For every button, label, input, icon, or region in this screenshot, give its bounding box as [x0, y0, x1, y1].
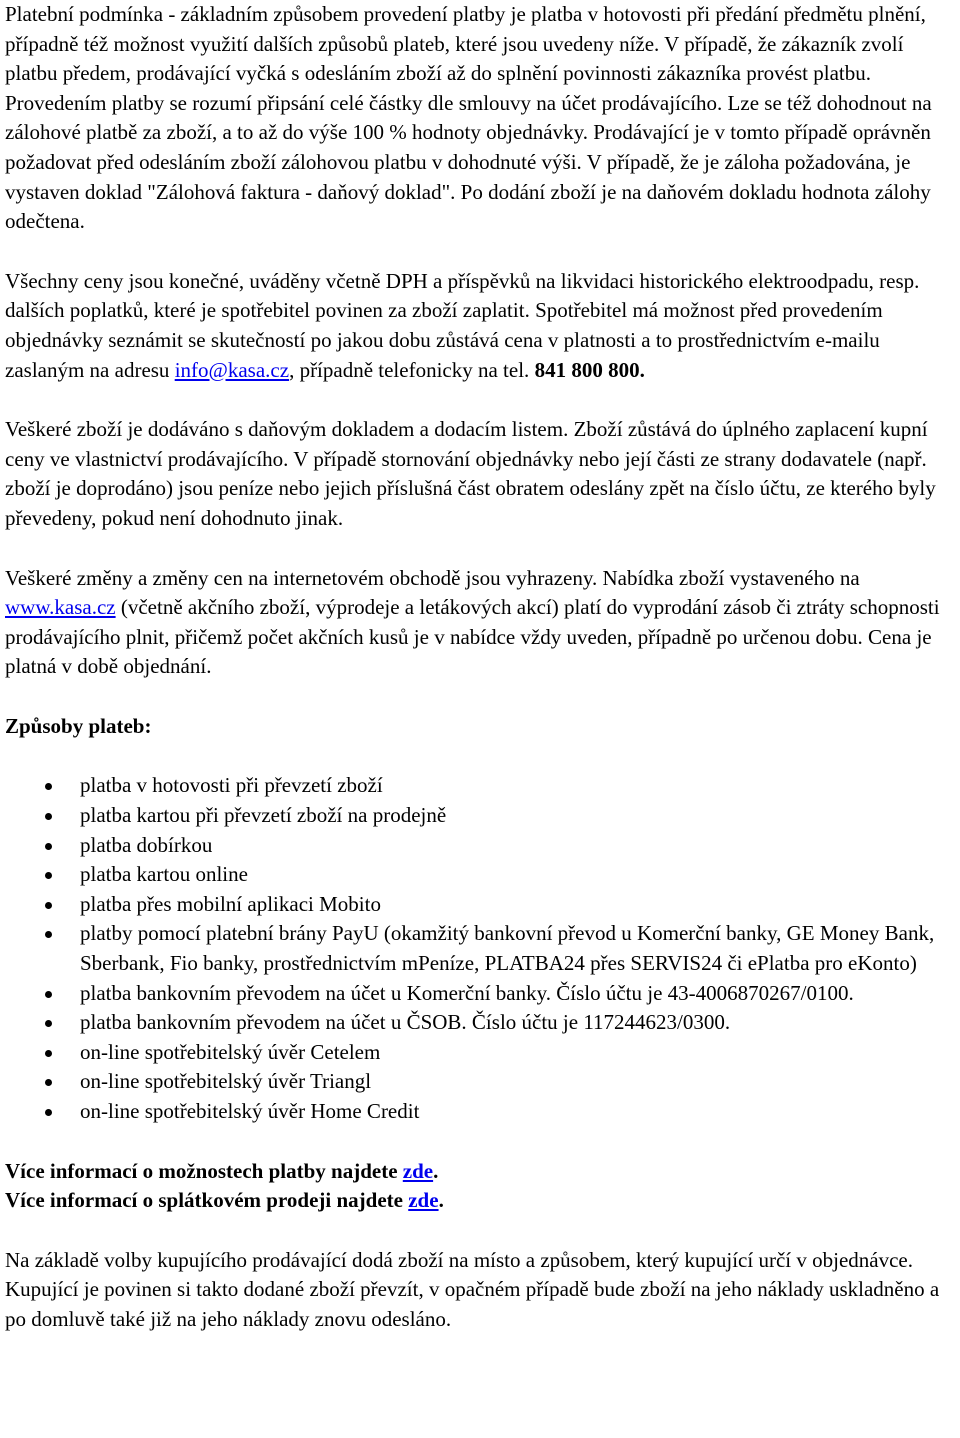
- list-item: on-line spotřebitelský úvěr Triangl: [80, 1067, 956, 1097]
- list-item: platba dobírkou: [80, 831, 956, 861]
- spacer: [5, 534, 956, 564]
- list-item: on-line spotřebitelský úvěr Cetelem: [80, 1038, 956, 1068]
- list-item: platby pomocí platební brány PayU (okamžitý bankovní převod u Komerční banky, GE Money Bank, Sberbank, Fio banky, prostřednictvím mPeníze, PLATBA24 přes SERVIS24 či ePlatba pro eKonto): [80, 919, 956, 978]
- installment-info-text: Více informací o splátkovém prodeji najdete: [5, 1188, 409, 1213]
- payment-info-line: [5, 1157, 956, 1187]
- spacer: [5, 237, 956, 267]
- prices-text: Všechny ceny jsou konečné, uváděny včetně DPH a příspěvků na likvidaci historického elektroodpadu, resp. dalších poplatků, které je spotřebitel povinen za zboží zaplatit. Spotřebitel má možnost před provedením objednávky seznámit se skutečností po jakou dobu zůstává cena v platnosti a to prostřednictvím e-mailu zaslaným na adresu: [5, 268, 920, 382]
- installment-info-link[interactable]: zde: [408, 1188, 439, 1213]
- spacer: [5, 682, 956, 712]
- installment-info-period: .: [438, 1188, 444, 1213]
- shop-link[interactable]: www.kasa.cz: [5, 595, 116, 620]
- changes-paragraph: [5, 564, 956, 682]
- list-item: platba kartou online: [80, 860, 956, 890]
- spacer: [5, 385, 956, 415]
- delivery-place-paragraph: Na základě volby kupujícího prodávající dodá zboží na místo a způsobem, který kupující určí v objednávce. Kupující je povinen si takto dodané zboží převzít, v opačném případě bude zboží na jeho náklady uskladněno a po domluvě také již na jeho náklady znovu odesláno.: [5, 1247, 940, 1331]
- installment-info-line: [5, 1186, 956, 1216]
- changes-text-rest: (včetně akčního zboží, výprodeje a letákových akcí) platí do vyprodání zásob či ztráty schopnosti prodávajícího plnit, přičemž počet akčních kusů je v nabídce vždy uveden, případně po určenou dobu. Cena je platná v době objednání.: [5, 595, 940, 679]
- list-item: platba bankovním převodem na účet u Komerční banky. Číslo účtu je 43-4006870267/0100.: [80, 979, 956, 1009]
- list-item: platba bankovním převodem na účet u ČSOB. Číslo účtu je 117244623/0300.: [80, 1008, 956, 1038]
- delivery-paragraph: Veškeré zboží je dodáváno s daňovým dokladem a dodacím listem. Zboží zůstává do úplného zaplacení kupní ceny ve vlastnictví prodávajícího. V případě stornování objednávky nebo její části ze strany dodavatele (např. zboží je doprodáno) jsou peníze nebo jejich příslušná část obratem odeslány zpět na číslo účtu, ze kterého byly převedeny, pokud není dohodnuto jinak.: [5, 417, 936, 530]
- phone-number: 841 800 800.: [534, 357, 645, 382]
- payment-info-period: .: [433, 1158, 439, 1183]
- list-item: platba kartou při převzetí zboží na prodejně: [80, 801, 956, 831]
- phone-prefix-text: , případně telefonicky na tel.: [289, 357, 535, 382]
- email-link[interactable]: info@kasa.cz: [174, 357, 290, 382]
- list-item: platba přes mobilní aplikaci Mobito: [80, 890, 956, 920]
- list-item: platba v hotovosti při převzetí zboží: [80, 771, 956, 801]
- payment-info-text: Více informací o možnostech platby najdete: [5, 1158, 403, 1183]
- prices-paragraph: [5, 267, 956, 385]
- payment-methods-list: [5, 771, 956, 1126]
- spacer: [5, 1216, 956, 1246]
- list-item: on-line spotřebitelský úvěr Home Credit: [80, 1097, 956, 1127]
- spacer: [5, 741, 956, 771]
- spacer: [5, 1127, 956, 1157]
- payment-terms-paragraph: Platební podmínka - základním způsobem provedení platby je platba v hotovosti při předání předmětu plnění, případně též možnost využití dalších způsobů plateb, které jsou uvedeny níže. V případě, že zákazník zvolí platbu předem, prodávající vyčká s odesláním zboží až do splnění povinnosti zákazníka provést platbu. Provedením platby se rozumí připsání celé částky dle smlouvy na účet prodávajícího. Lze se též dohodnout na zálohové platbě za zboží, a to až do výše 100 % hodnoty objednávky. Prodávající je v tomto případě oprávněn požadovat před odesláním zboží zálohovou platbu v dohodnuté výši. V případě, že je záloha požadována, je vystaven doklad "Zálohová faktura - daňový doklad". Po dodání zboží je na daňovém dokladu hodnota zálohy odečtena.: [5, 2, 932, 234]
- changes-text: Veškeré změny a změny cen na internetovém obchodě jsou vyhrazeny. Nabídka zboží vystaveného na: [5, 565, 860, 590]
- payment-info-link[interactable]: zde: [402, 1158, 434, 1183]
- payment-methods-heading: Způsoby plateb:: [5, 713, 152, 738]
